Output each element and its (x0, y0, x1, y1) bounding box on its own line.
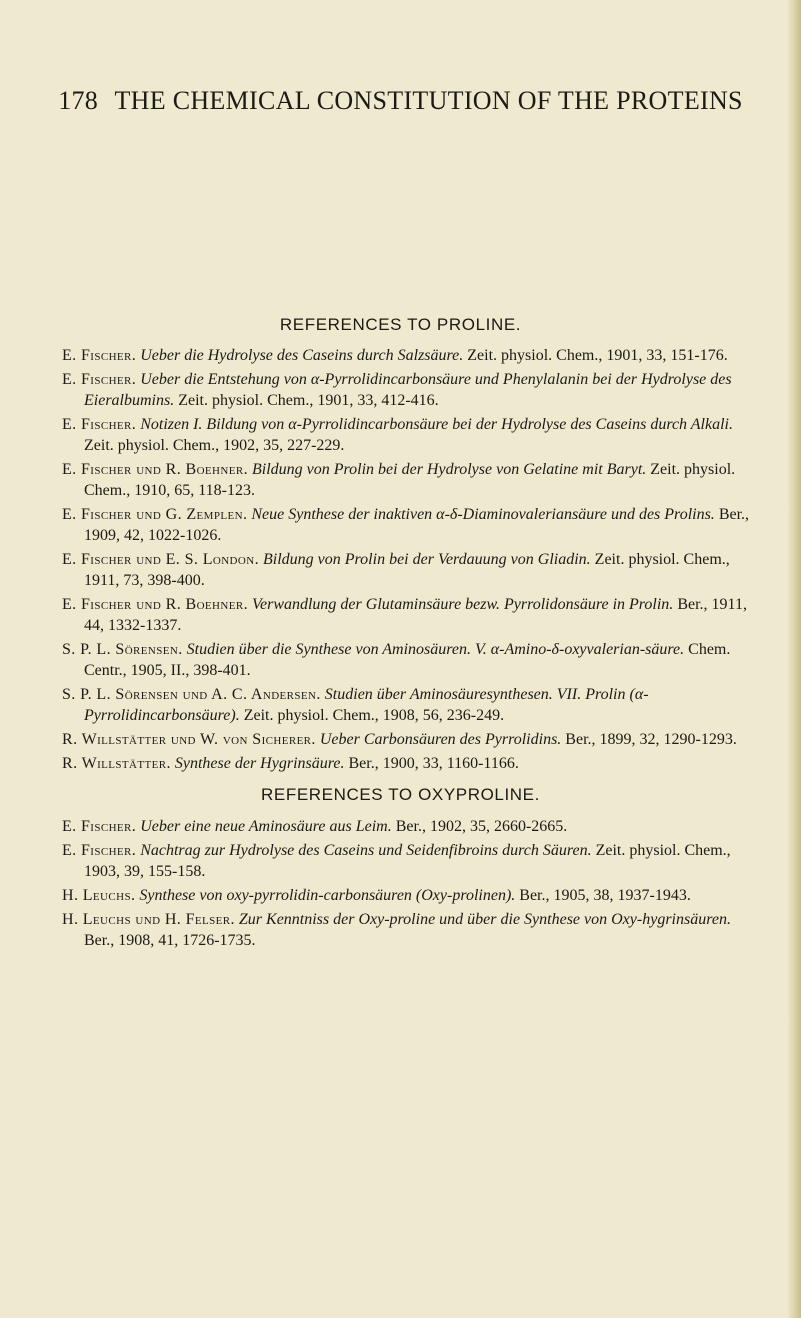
section-heading-proline: REFERENCES TO PROLINE. (279, 315, 522, 334)
reference-title: Studien über die Synthese von Aminosäuren. V. α-Amino-δ-oxyvalerian-säure. (186, 641, 685, 658)
reference-source: Chem. Centr., 1905, II., 398-401. (84, 641, 731, 679)
reference-source: Ber., 1902, 35, 2660-2665. (395, 818, 568, 835)
reference-title: Bildung von Prolin bei der Hydrolyse von Gelatine mit Baryt. (251, 461, 647, 478)
reference-title: Ueber die Entstehung von α-Pyrrolidincarbonsäure und Phenylalanin bei der Hydrolyse des Eieralbumins. (84, 371, 732, 409)
reference-entry (62, 816, 750, 837)
reference-title: Neue Synthese der inaktiven α-δ-Diaminovaleriansäure und des Prolins. (251, 506, 715, 523)
reference-author: E. Fischer. (62, 347, 137, 364)
reference-entry (62, 840, 750, 882)
reference-author: H. Leuchs und H. Felser. (62, 911, 235, 928)
reference-entry (62, 414, 750, 456)
reference-author: R. Willstätter und W. von Sicherer. (62, 731, 316, 748)
reference-author: S. P. L. Sörensen. (62, 641, 183, 658)
page-edge-shading (787, 0, 801, 1318)
reference-title: Ueber Carbonsäuren des Pyrrolidins. (319, 731, 562, 748)
reference-author: E. Fischer und G. Zemplen. (62, 506, 248, 523)
running-title: THE CHEMICAL CONSTITUTION OF THE PROTEINS (114, 86, 743, 115)
reference-title: Synthese von oxy-pyrrolidin-carbonsäuren (Oxy-prolinen). (139, 887, 516, 904)
reference-list-proline (62, 345, 750, 777)
reference-title: Notizen I. Bildung von α-Pyrrolidincarbonsäure bei der Hydrolyse des Caseins durch Alkali. (140, 416, 733, 433)
running-head (0, 86, 801, 116)
reference-entry (62, 684, 750, 726)
reference-title: Verwandlung der Glutaminsäure bezw. Pyrrolidonsäure in Prolin. (251, 596, 674, 613)
reference-title: Zur Kenntniss der Oxy-proline und über die Synthese von Oxy-hygrinsäuren. (238, 911, 731, 928)
reference-title: Studien über Aminosäuresynthesen. VII. Prolin (α-Pyrrolidincarbonsäure). (84, 686, 649, 724)
reference-title: Nachtrag zur Hydrolyse des Caseins und Seidenfibroins durch Säuren. (140, 842, 592, 859)
reference-source: Zeit. physiol. Chem., 1908, 56, 236-249. (243, 707, 505, 724)
reference-entry (62, 594, 750, 636)
reference-source: Ber., 1899, 32, 1290-1293. (565, 731, 737, 748)
reference-entry (62, 369, 750, 411)
reference-author: E. Fischer. (62, 842, 137, 859)
reference-author: E. Fischer. (62, 371, 137, 388)
reference-author: E. Fischer und E. S. London. (62, 551, 259, 568)
reference-entry (62, 549, 750, 591)
reference-source: Zeit. physiol. Chem., 1911, 73, 398-400. (84, 551, 730, 589)
reference-entry (62, 729, 750, 750)
reference-source: Ber., 1900, 33, 1160-1166. (348, 755, 519, 772)
reference-entry (62, 459, 750, 501)
reference-entry (62, 885, 750, 906)
reference-entry (62, 345, 750, 366)
reference-author: E. Fischer und R. Boehner. (62, 596, 248, 613)
reference-title: Ueber die Hydrolyse des Caseins durch Salzsäure. (140, 347, 464, 364)
reference-source: Ber., 1905, 38, 1937-1943. (519, 887, 691, 904)
reference-author: E. Fischer und R. Boehner. (62, 461, 248, 478)
section-heading-oxyproline: REFERENCES TO OXYPROLINE. (261, 785, 540, 804)
reference-title: Bildung von Prolin bei der Verdauung von Gliadin. (263, 551, 591, 568)
reference-author: H. Leuchs. (62, 887, 136, 904)
reference-title: Ueber eine neue Aminosäure aus Leim. (140, 818, 392, 835)
page-number: 178 (58, 86, 99, 115)
reference-source: Zeit. physiol. Chem., 1901, 33, 412-416. (178, 392, 439, 409)
reference-source: Ber., 1909, 42, 1022-1026. (84, 506, 750, 544)
reference-entry (62, 639, 750, 681)
reference-author: E. Fischer. (62, 818, 137, 835)
reference-author: E. Fischer. (62, 416, 137, 433)
reference-author: S. P. L. Sörensen und A. C. Andersen. (62, 686, 321, 703)
reference-source: Zeit. physiol. Chem., 1902, 35, 227-229. (84, 437, 345, 454)
reference-source: Ber., 1911, 44, 1332-1337. (84, 596, 747, 634)
reference-list-oxyproline (62, 816, 750, 954)
reference-source: Zeit. physiol. Chem., 1910, 65, 118-123. (84, 461, 736, 499)
reference-source: Zeit. physiol. Chem., 1903, 39, 155-158. (84, 842, 731, 880)
reference-title: Synthese der Hygrinsäure. (174, 755, 345, 772)
reference-source: Zeit. physiol. Chem., 1901, 33, 151-176. (467, 347, 728, 364)
reference-entry (62, 753, 750, 774)
reference-entry (62, 909, 750, 951)
reference-author: R. Willstätter. (62, 755, 171, 772)
reference-source: Ber., 1908, 41, 1726-1735. (84, 932, 256, 949)
reference-entry (62, 504, 750, 546)
